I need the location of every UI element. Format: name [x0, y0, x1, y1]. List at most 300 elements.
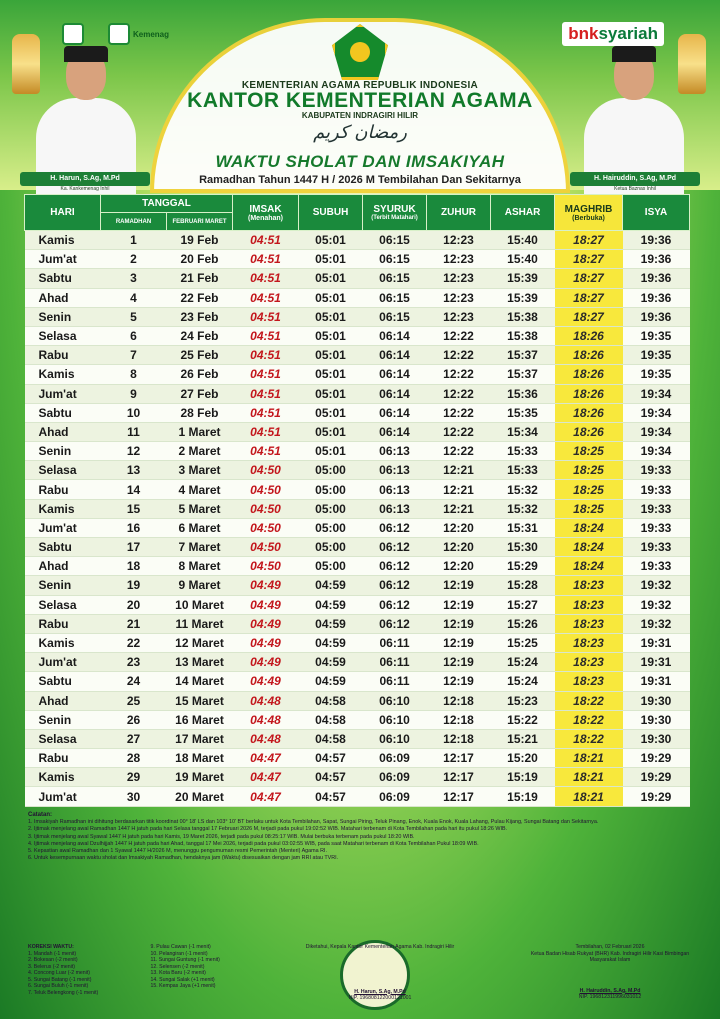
- col-syuruk: [363, 195, 427, 231]
- cell-hari: Jum'at: [25, 518, 101, 537]
- cell-ashar: 15:32: [491, 480, 555, 499]
- cell-imsak: 04:48: [233, 691, 299, 710]
- cell-tanggal: 17 Maret: [167, 729, 233, 748]
- col-imsak: [233, 195, 299, 231]
- cell-syuruk: 06:15: [363, 307, 427, 326]
- cell-syuruk: 06:09: [363, 749, 427, 768]
- cell-ramadhan: 5: [101, 307, 167, 326]
- cell-subuh: 05:00: [299, 518, 363, 537]
- cell-subuh: 05:00: [299, 480, 363, 499]
- cell-ashar: 15:24: [491, 653, 555, 672]
- cell-zuhur: 12:22: [427, 422, 491, 441]
- table-row: [25, 538, 690, 557]
- cell-hari: Kamis: [25, 633, 101, 652]
- cell-zuhur: 12:21: [427, 461, 491, 480]
- cell-maghrib: 18:21: [555, 787, 623, 806]
- koreksi-item: 10. Pelangiran (-1 menit): [150, 950, 208, 957]
- signature-left-name: H. Harun, S.Ag, M.Pd: [354, 988, 406, 995]
- cell-isya: 19:36: [623, 231, 690, 250]
- cell-tanggal: 19 Feb: [167, 231, 233, 250]
- cell-imsak: 04:50: [233, 461, 299, 480]
- official-right-peci: [612, 46, 656, 62]
- cell-zuhur: 12:18: [427, 729, 491, 748]
- cell-hari: Jum'at: [25, 384, 101, 403]
- cell-imsak: 04:49: [233, 633, 299, 652]
- cell-syuruk: 06:11: [363, 672, 427, 691]
- koreksi-list: [28, 944, 268, 996]
- official-left-name: H. Harun, S.Ag, M.Pd: [20, 172, 150, 186]
- cell-maghrib: 18:23: [555, 653, 623, 672]
- cell-tanggal: 20 Feb: [167, 250, 233, 269]
- cell-syuruk: 06:13: [363, 442, 427, 461]
- koreksi-item: 5. Sungai Batang (-1 menit): [28, 976, 92, 983]
- cell-isya: 19:33: [623, 480, 690, 499]
- cell-ashar: 15:40: [491, 250, 555, 269]
- cell-subuh: 05:01: [299, 307, 363, 326]
- cell-maghrib: 18:22: [555, 729, 623, 748]
- cell-ashar: 15:39: [491, 269, 555, 288]
- cell-isya: 19:33: [623, 461, 690, 480]
- cell-isya: 19:33: [623, 518, 690, 537]
- cell-ramadhan: 24: [101, 672, 167, 691]
- cell-ramadhan: 23: [101, 653, 167, 672]
- cell-imsak: 04:51: [233, 288, 299, 307]
- cell-hari: Rabu: [25, 480, 101, 499]
- cell-imsak: 04:51: [233, 269, 299, 288]
- table-row: [25, 614, 690, 633]
- table-row: [25, 307, 690, 326]
- koreksi-item: 6. Sungai Buluh (-1 menit): [28, 983, 89, 989]
- cell-maghrib: 18:23: [555, 633, 623, 652]
- col-hari: HARI: [25, 195, 101, 231]
- cell-hari: Ahad: [25, 422, 101, 441]
- arabic-calligraphy: رمضان كريم: [313, 122, 407, 143]
- office-name: KANTOR KEMENTERIAN AGAMA: [187, 89, 533, 112]
- signature-left-role: Diketahui, Kepala Kantor Kementerian Agama Kab. Indragiri Hilir: [305, 944, 455, 950]
- signature-right: [530, 944, 690, 1001]
- cell-syuruk: 06:13: [363, 480, 427, 499]
- cell-isya: 19:29: [623, 768, 690, 787]
- cell-ramadhan: 22: [101, 633, 167, 652]
- cell-ashar: 15:30: [491, 538, 555, 557]
- cell-ashar: 15:21: [491, 729, 555, 748]
- cell-maghrib: 18:21: [555, 749, 623, 768]
- koreksi-item: 2. Bokesan (-2 menit): [28, 957, 78, 963]
- cell-zuhur: 12:20: [427, 538, 491, 557]
- cell-ashar: 15:23: [491, 691, 555, 710]
- cell-subuh: 04:57: [299, 787, 363, 806]
- koreksi-item: 12. Selensen (-2 menit): [150, 963, 205, 970]
- signature-right-role: Ketua Badan Hisab Rukyat (BHR) Kab. Indragiri Hilir Kasi Bimbingan Masyarakat Islam: [530, 950, 690, 963]
- berakhlak-logo-icon: [62, 23, 84, 45]
- cell-maghrib: 18:23: [555, 614, 623, 633]
- table-row: [25, 326, 690, 345]
- ministry-name: KEMENTERIAN AGAMA REPUBLIK INDONESIA: [241, 80, 479, 91]
- cell-imsak: 04:51: [233, 250, 299, 269]
- cell-tanggal: 23 Feb: [167, 307, 233, 326]
- cell-syuruk: 06:14: [363, 326, 427, 345]
- cell-tanggal: 6 Maret: [167, 518, 233, 537]
- col-maghrib-label: MAGHRIB: [564, 203, 613, 215]
- bank-logo-prefix: bnk: [568, 24, 599, 43]
- cell-subuh: 05:01: [299, 384, 363, 403]
- cell-subuh: 05:01: [299, 231, 363, 250]
- official-left-title: Ka. Kankemenag Inhil: [60, 186, 110, 192]
- cell-ramadhan: 1: [101, 231, 167, 250]
- signature-left: [300, 944, 460, 1002]
- cell-subuh: 05:01: [299, 442, 363, 461]
- official-right-title: Ketua Baznas Inhil: [614, 186, 656, 192]
- cell-subuh: 04:59: [299, 576, 363, 595]
- cell-isya: 19:29: [623, 787, 690, 806]
- cell-hari: Jum'at: [25, 250, 101, 269]
- cell-ramadhan: 6: [101, 326, 167, 345]
- cell-tanggal: 2 Maret: [167, 442, 233, 461]
- cell-ramadhan: 3: [101, 269, 167, 288]
- cell-tanggal: 28 Feb: [167, 403, 233, 422]
- cell-ramadhan: 25: [101, 691, 167, 710]
- note-2: 2. Ijtimak menjelang awal Ramadhan 1447 H jatuh pada hari Selasa tanggal 17 Februari 2026 M, terjadi pada pukul 19:02:52 WIB. Matahari terbenam di Kota Tembilahan pada hari itu pukul 18:26 WIB.: [28, 826, 508, 833]
- cell-hari: Senin: [25, 576, 101, 595]
- cell-maghrib: 18:24: [555, 538, 623, 557]
- cell-isya: 19:29: [623, 749, 690, 768]
- cell-imsak: 04:49: [233, 595, 299, 614]
- cell-syuruk: 06:11: [363, 653, 427, 672]
- note-1: 1. Imsakiyah Ramadhan ini dihitung berdasarkan titik koordinat 00° 18' LS dan 103° 10' BT berlaku untuk Kota Tembilahan, Sapat, Sungai Piring, Teluk Pinang, Enok, Kuala Enok, Kuala Lahang, Pulau Kijang, Sungai Batang dan Sekitarnya.: [28, 819, 599, 826]
- kemenag-logo-text: Kemenag: [133, 29, 170, 39]
- cell-hari: Selasa: [25, 595, 101, 614]
- table-row: [25, 576, 690, 595]
- cell-syuruk: 06:12: [363, 595, 427, 614]
- koreksi-item: 13. Kota Baru (-2 menit): [150, 970, 206, 976]
- cell-syuruk: 06:15: [363, 269, 427, 288]
- cell-syuruk: 06:14: [363, 403, 427, 422]
- cell-maghrib: 18:25: [555, 480, 623, 499]
- cell-maghrib: 18:26: [555, 422, 623, 441]
- koreksi-item: 11. Sungai Guntung (-1 menit): [150, 957, 220, 963]
- cell-tanggal: 10 Maret: [167, 595, 233, 614]
- kemenag-logo: [108, 22, 169, 46]
- cell-subuh: 05:00: [299, 538, 363, 557]
- cell-hari: Ahad: [25, 691, 101, 710]
- col-ashar: ASHAR: [491, 195, 555, 231]
- cell-zuhur: 12:22: [427, 365, 491, 384]
- cell-ramadhan: 8: [101, 365, 167, 384]
- bank-logo: [562, 22, 664, 46]
- cell-ramadhan: 14: [101, 480, 167, 499]
- cell-maghrib: 18:26: [555, 365, 623, 384]
- cell-isya: 19:34: [623, 384, 690, 403]
- cell-imsak: 04:51: [233, 403, 299, 422]
- cell-isya: 19:33: [623, 538, 690, 557]
- cell-hari: Ahad: [25, 288, 101, 307]
- col-maghrib-sub: (Berbuka): [572, 214, 605, 222]
- cell-hari: Rabu: [25, 614, 101, 633]
- cell-ramadhan: 21: [101, 614, 167, 633]
- cell-tanggal: 8 Maret: [167, 557, 233, 576]
- col-subuh: SUBUH: [299, 195, 363, 231]
- cell-hari: Senin: [25, 307, 101, 326]
- cell-syuruk: 06:10: [363, 691, 427, 710]
- col-februari-maret: FEBRUARI MARET: [167, 213, 233, 231]
- cell-hari: Sabtu: [25, 538, 101, 557]
- cell-maghrib: 18:27: [555, 288, 623, 307]
- table-row: [25, 672, 690, 691]
- col-tanggal: TANGGAL: [101, 195, 233, 213]
- cell-ashar: 15:37: [491, 346, 555, 365]
- official-left-peci: [64, 46, 108, 62]
- cell-syuruk: 06:12: [363, 576, 427, 595]
- kemenag-logo-icon: [108, 23, 130, 45]
- cell-isya: 19:31: [623, 672, 690, 691]
- koreksi-item: 14. Sungai Salak (+1 menit): [150, 976, 215, 983]
- cell-imsak: 04:51: [233, 346, 299, 365]
- cell-ashar: 15:38: [491, 326, 555, 345]
- table-row: [25, 595, 690, 614]
- cell-isya: 19:30: [623, 691, 690, 710]
- cell-subuh: 05:01: [299, 250, 363, 269]
- cell-imsak: 04:51: [233, 231, 299, 250]
- cell-tanggal: 12 Maret: [167, 633, 233, 652]
- cell-zuhur: 12:21: [427, 480, 491, 499]
- cell-imsak: 04:50: [233, 518, 299, 537]
- cell-tanggal: 18 Maret: [167, 749, 233, 768]
- table-row: [25, 250, 690, 269]
- cell-zuhur: 12:22: [427, 442, 491, 461]
- page-title: WAKTU SHOLAT DAN IMSAKIYAH: [215, 152, 505, 171]
- cell-ramadhan: 19: [101, 576, 167, 595]
- cell-syuruk: 06:13: [363, 461, 427, 480]
- cell-maghrib: 18:24: [555, 557, 623, 576]
- cell-subuh: 04:59: [299, 672, 363, 691]
- cell-imsak: 04:51: [233, 442, 299, 461]
- cell-maghrib: 18:23: [555, 595, 623, 614]
- cell-tanggal: 20 Maret: [167, 787, 233, 806]
- cell-isya: 19:34: [623, 403, 690, 422]
- cell-imsak: 04:50: [233, 557, 299, 576]
- cell-imsak: 04:48: [233, 729, 299, 748]
- table-row: [25, 518, 690, 537]
- cell-tanggal: 13 Maret: [167, 653, 233, 672]
- cell-hari: Jum'at: [25, 653, 101, 672]
- cell-zuhur: 12:22: [427, 346, 491, 365]
- koreksi-item: 3. Belerus (-2 menit): [28, 963, 75, 970]
- cell-subuh: 04:59: [299, 653, 363, 672]
- cell-ashar: 15:19: [491, 768, 555, 787]
- schedule-body: [25, 231, 690, 807]
- table-row: [25, 384, 690, 403]
- col-maghrib: [555, 195, 623, 231]
- table-row: [25, 269, 690, 288]
- cell-zuhur: 12:19: [427, 614, 491, 633]
- cell-isya: 19:36: [623, 250, 690, 269]
- cell-subuh: 04:58: [299, 729, 363, 748]
- cell-syuruk: 06:14: [363, 422, 427, 441]
- cell-subuh: 05:01: [299, 346, 363, 365]
- cell-maghrib: 18:27: [555, 250, 623, 269]
- cell-subuh: 05:00: [299, 461, 363, 480]
- cell-subuh: 05:01: [299, 288, 363, 307]
- cell-zuhur: 12:18: [427, 691, 491, 710]
- cell-ramadhan: 10: [101, 403, 167, 422]
- cell-zuhur: 12:22: [427, 403, 491, 422]
- cell-ashar: 15:37: [491, 365, 555, 384]
- cell-syuruk: 06:11: [363, 633, 427, 652]
- bank-logo-suffix: syariah: [598, 24, 658, 43]
- notes-heading: Catatan:: [28, 812, 53, 818]
- cell-ramadhan: 13: [101, 461, 167, 480]
- cell-zuhur: 12:17: [427, 787, 491, 806]
- cell-syuruk: 06:10: [363, 710, 427, 729]
- cell-tanggal: 26 Feb: [167, 365, 233, 384]
- table-row: [25, 749, 690, 768]
- cell-ashar: 15:19: [491, 787, 555, 806]
- cell-zuhur: 12:19: [427, 633, 491, 652]
- cell-isya: 19:31: [623, 653, 690, 672]
- cell-isya: 19:32: [623, 576, 690, 595]
- cell-tanggal: 25 Feb: [167, 346, 233, 365]
- cell-zuhur: 12:19: [427, 672, 491, 691]
- schedule-table: [24, 194, 690, 807]
- cell-hari: Selasa: [25, 326, 101, 345]
- cell-imsak: 04:50: [233, 499, 299, 518]
- cell-zuhur: 12:23: [427, 231, 491, 250]
- cell-hari: Kamis: [25, 768, 101, 787]
- signature-left-nip: NIP. 196808122000121001: [348, 995, 412, 1001]
- cell-subuh: 04:57: [299, 768, 363, 787]
- table-row: [25, 365, 690, 384]
- table-row: [25, 499, 690, 518]
- cell-ashar: 15:40: [491, 231, 555, 250]
- cell-ramadhan: 17: [101, 538, 167, 557]
- koreksi-heading: KOREKSI WAKTU:: [28, 944, 74, 950]
- cell-imsak: 04:51: [233, 365, 299, 384]
- cell-syuruk: 06:15: [363, 288, 427, 307]
- cell-ashar: 15:32: [491, 499, 555, 518]
- cell-ashar: 15:39: [491, 288, 555, 307]
- table-row: [25, 653, 690, 672]
- cell-subuh: 05:01: [299, 403, 363, 422]
- cell-hari: Selasa: [25, 461, 101, 480]
- cell-ramadhan: 9: [101, 384, 167, 403]
- table-row: [25, 442, 690, 461]
- cell-syuruk: 06:14: [363, 346, 427, 365]
- cell-imsak: 04:51: [233, 307, 299, 326]
- cell-isya: 19:36: [623, 288, 690, 307]
- signature-right-nip: NIP. 196812311996031012: [578, 994, 642, 1000]
- cell-imsak: 04:51: [233, 384, 299, 403]
- cell-tanggal: 3 Maret: [167, 461, 233, 480]
- cell-tanggal: 19 Maret: [167, 768, 233, 787]
- emblem-center: [350, 42, 370, 62]
- cell-maghrib: 18:25: [555, 499, 623, 518]
- table-row: [25, 787, 690, 806]
- cell-ramadhan: 29: [101, 768, 167, 787]
- cell-tanggal: 7 Maret: [167, 538, 233, 557]
- cell-hari: Rabu: [25, 346, 101, 365]
- table-row: [25, 231, 690, 250]
- cell-tanggal: 15 Maret: [167, 691, 233, 710]
- cell-ramadhan: 16: [101, 518, 167, 537]
- cell-hari: Sabtu: [25, 403, 101, 422]
- cell-isya: 19:35: [623, 365, 690, 384]
- col-imsak-sub: (Menahan): [248, 214, 284, 222]
- cell-syuruk: 06:12: [363, 538, 427, 557]
- cell-ramadhan: 7: [101, 346, 167, 365]
- cell-imsak: 04:49: [233, 576, 299, 595]
- cell-ramadhan: 27: [101, 729, 167, 748]
- time-correction: [28, 944, 268, 996]
- cell-isya: 19:30: [623, 710, 690, 729]
- cell-zuhur: 12:19: [427, 576, 491, 595]
- cell-ashar: 15:24: [491, 672, 555, 691]
- cell-syuruk: 06:12: [363, 557, 427, 576]
- cell-zuhur: 12:23: [427, 288, 491, 307]
- cell-subuh: 04:58: [299, 691, 363, 710]
- cell-tanggal: 11 Maret: [167, 614, 233, 633]
- cell-maghrib: 18:25: [555, 442, 623, 461]
- cell-subuh: 05:00: [299, 557, 363, 576]
- cell-syuruk: 06:10: [363, 729, 427, 748]
- cell-tanggal: 4 Maret: [167, 480, 233, 499]
- cell-ashar: 15:25: [491, 633, 555, 652]
- cell-ramadhan: 26: [101, 710, 167, 729]
- cell-subuh: 05:01: [299, 365, 363, 384]
- cell-tanggal: 1 Maret: [167, 422, 233, 441]
- cell-subuh: 05:00: [299, 499, 363, 518]
- cell-maghrib: 18:27: [555, 231, 623, 250]
- table-row: [25, 346, 690, 365]
- cell-ramadhan: 12: [101, 442, 167, 461]
- cell-ashar: 15:34: [491, 422, 555, 441]
- cell-zuhur: 12:22: [427, 384, 491, 403]
- cell-syuruk: 06:09: [363, 768, 427, 787]
- cell-hari: Kamis: [25, 231, 101, 250]
- cell-tanggal: 9 Maret: [167, 576, 233, 595]
- cell-syuruk: 06:15: [363, 250, 427, 269]
- col-syuruk-sub: (Terbit Matahari): [371, 215, 418, 221]
- cell-imsak: 04:48: [233, 710, 299, 729]
- cell-syuruk: 06:12: [363, 614, 427, 633]
- regency-name: KABUPATEN INDRAGIRI HILIR: [301, 111, 419, 120]
- cell-zuhur: 12:17: [427, 768, 491, 787]
- cell-ashar: 15:36: [491, 384, 555, 403]
- logo-left: [62, 22, 84, 46]
- cell-ashar: 15:26: [491, 614, 555, 633]
- cell-hari: Ahad: [25, 557, 101, 576]
- cell-maghrib: 18:25: [555, 461, 623, 480]
- note-6: 6. Untuk kesempurnaan waktu sholat dan Imsakiyah Ramadhan, hendaknya jam (Waktu) disesuaikan dengan jam RRI atau TVRI.: [28, 855, 339, 862]
- cell-zuhur: 12:22: [427, 326, 491, 345]
- cell-maghrib: 18:22: [555, 710, 623, 729]
- cell-zuhur: 12:23: [427, 307, 491, 326]
- cell-imsak: 04:47: [233, 768, 299, 787]
- cell-zuhur: 12:21: [427, 499, 491, 518]
- cell-isya: 19:32: [623, 595, 690, 614]
- cell-subuh: 04:59: [299, 595, 363, 614]
- cell-tanggal: 16 Maret: [167, 710, 233, 729]
- cell-syuruk: 06:15: [363, 231, 427, 250]
- cell-ashar: 15:33: [491, 442, 555, 461]
- cell-subuh: 04:57: [299, 749, 363, 768]
- cell-tanggal: 22 Feb: [167, 288, 233, 307]
- col-ramadhan: RAMADHAN: [101, 213, 167, 231]
- cell-tanggal: 27 Feb: [167, 384, 233, 403]
- official-right-name: H. Hairuddin, S.Ag, M.Pd: [570, 172, 700, 186]
- cell-maghrib: 18:23: [555, 576, 623, 595]
- page-subtitle: Ramadhan Tahun 1447 H / 2026 M Tembilahan Dan Sekitarnya: [199, 174, 521, 186]
- cell-ramadhan: 30: [101, 787, 167, 806]
